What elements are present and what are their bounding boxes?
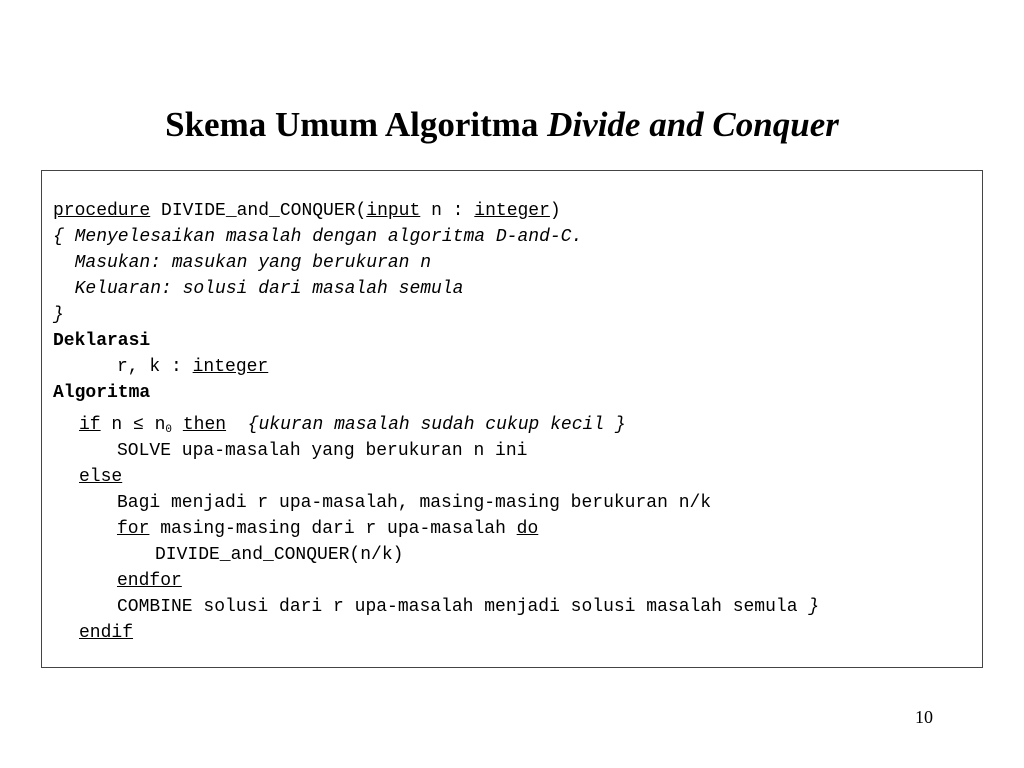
comment-line-4: } — [53, 305, 64, 325]
code-line-if — [53, 412, 819, 438]
for-body: masing-masing dari r upa-masalah — [149, 519, 517, 539]
comment-line-2: Masukan: masukan yang berukuran n — [53, 253, 432, 273]
kw-then: then — [182, 415, 227, 435]
code-line-solve: SOLVE upa-masalah yang berukuran n ini — [117, 441, 528, 461]
kw-if: if — [79, 415, 101, 435]
code-line-endif — [53, 620, 819, 646]
pseudocode-block — [53, 198, 819, 646]
code-line-endfor — [53, 568, 819, 594]
code-line-recurse: DIVIDE_and_CONQUER(n/k) — [155, 545, 404, 565]
slide-title — [0, 104, 1004, 146]
code-line-bagi: Bagi menjadi r upa-masalah, masing-masing berukuran n/k — [117, 493, 712, 513]
decl-vars: r, k : — [117, 357, 193, 377]
kw-endfor: endfor — [117, 571, 182, 591]
kw-integer: integer — [474, 201, 550, 221]
close-paren: ) — [549, 201, 561, 221]
code-line-procedure — [53, 198, 819, 224]
procedure-name: DIVIDE_and_CONQUER( — [150, 201, 367, 221]
kw-procedure: procedure — [53, 201, 151, 221]
param-n: n : — [420, 201, 475, 221]
if-condition: n ≤ n — [100, 415, 166, 435]
title-main: Skema Umum Algoritma — [165, 105, 548, 144]
combine-brace: } — [808, 597, 820, 617]
code-line-combine — [53, 594, 819, 620]
code-line-for — [53, 516, 819, 542]
kw-else: else — [79, 467, 123, 487]
kw-endif: endif — [79, 623, 134, 643]
subscript-zero: 0 — [165, 424, 173, 436]
kw-integer-decl: integer — [192, 357, 269, 377]
title-italic: Divide and Conquer — [547, 105, 839, 144]
section-deklarasi: Deklarasi — [53, 331, 151, 351]
kw-for: for — [117, 519, 150, 539]
page-number: 10 — [915, 707, 933, 727]
section-algoritma: Algoritma — [53, 383, 151, 403]
kw-input: input — [366, 201, 421, 221]
kw-do: do — [516, 519, 539, 539]
comment-line-1: { Menyelesaikan masalah dengan algoritma D-and-C. — [53, 227, 583, 247]
code-line-else — [53, 464, 819, 490]
code-line-declaration — [53, 354, 819, 380]
combine-text: COMBINE solusi dari r upa-masalah menjadi solusi masalah semula — [117, 597, 809, 617]
comment-line-3: Keluaran: solusi dari masalah semula — [53, 279, 464, 299]
if-comment: {ukuran masalah sudah cukup kecil } — [247, 415, 626, 435]
